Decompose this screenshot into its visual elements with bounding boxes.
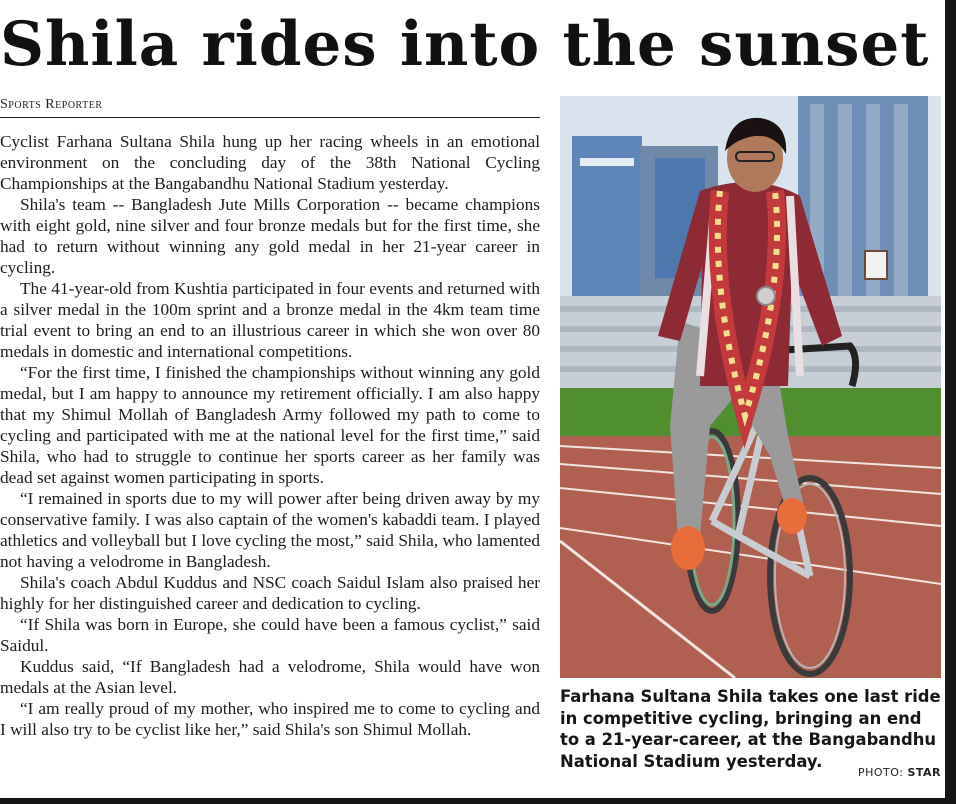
rider-shoe xyxy=(777,498,807,534)
building xyxy=(580,158,634,166)
paragraph: “If Shila was born in Europe, she could have been a famous cyclist,” said Saidul. xyxy=(0,615,540,655)
photo-credit xyxy=(858,766,941,779)
portrait-board xyxy=(865,251,887,279)
page-edge-rule xyxy=(945,0,956,804)
paragraph: Kuddus said, “If Bangladesh had a velodrome, Shila would have won medals at the Asian level. xyxy=(0,657,540,697)
building xyxy=(838,104,852,304)
rider-shoe xyxy=(671,526,705,570)
medal xyxy=(757,287,775,305)
paragraph: Cyclist Farhana Sultana Shila hung up her racing wheels in an emotional environment on the concluding day of the 38th National Cycling Championships at the Bangabandhu National Stadium yesterday. xyxy=(0,132,540,193)
paragraph: “I am really proud of my mother, who inspired me to come to cycling and I will also try to be cyclist like her,” said Shila's son Shimul Mollah. xyxy=(0,699,540,739)
paragraph: “I remained in sports due to my will power after being driven away by my conservative family. I was also captain of the women's kabaddi team. I played athletics and volleyball but I love cycling the most,” said Shila, who lamented not having a velodrome in Bangladesh. xyxy=(0,489,540,571)
building xyxy=(894,104,908,304)
byline: Sports Reporter xyxy=(0,97,540,118)
photo-credit-label: PHOTO: xyxy=(857,766,904,779)
article-body xyxy=(0,131,540,740)
headline: Shila rides into the sunset xyxy=(0,9,930,80)
photo-credit-source: STAR xyxy=(907,766,941,779)
cyclist-photo xyxy=(560,96,941,678)
paragraph: Shila's team -- Bangladesh Jute Mills Corporation -- became champions with eight gold, nine silver and four bronze medals but for the first time, she had to return without winning any gold medal in her 21-year career in cycling. xyxy=(0,195,540,277)
photo-caption: Farhana Sultana Shila takes one last ride in competitive cycling, bringing an end to a 21-year-career, at the Bangabandhu National Stadium yesterday. xyxy=(560,687,941,771)
paragraph: The 41-year-old from Kushtia participated in four events and returned with a silver medal in the 100m sprint and a bronze medal in the 4km team time trial event to bring an end to an illustrious career in which she won over 80 medals in domestic and international competitions. xyxy=(0,279,540,361)
page-bottom-rule xyxy=(0,798,956,804)
paragraph: “For the first time, I finished the championships without winning any gold medal, but I am happy to announce my retirement officially. I am also happy that my Shimul Mollah of Bangladesh Army followed my path to come to cycling and participated with me at the national level for the first time,” said Shila, who had to struggle to continue her sports career as her family was dead set against women participating in sports. xyxy=(0,363,540,487)
paragraph: Shila's coach Abdul Kuddus and NSC coach Saidul Islam also praised her highly for her distinguished career and dedication to cycling. xyxy=(0,573,540,613)
